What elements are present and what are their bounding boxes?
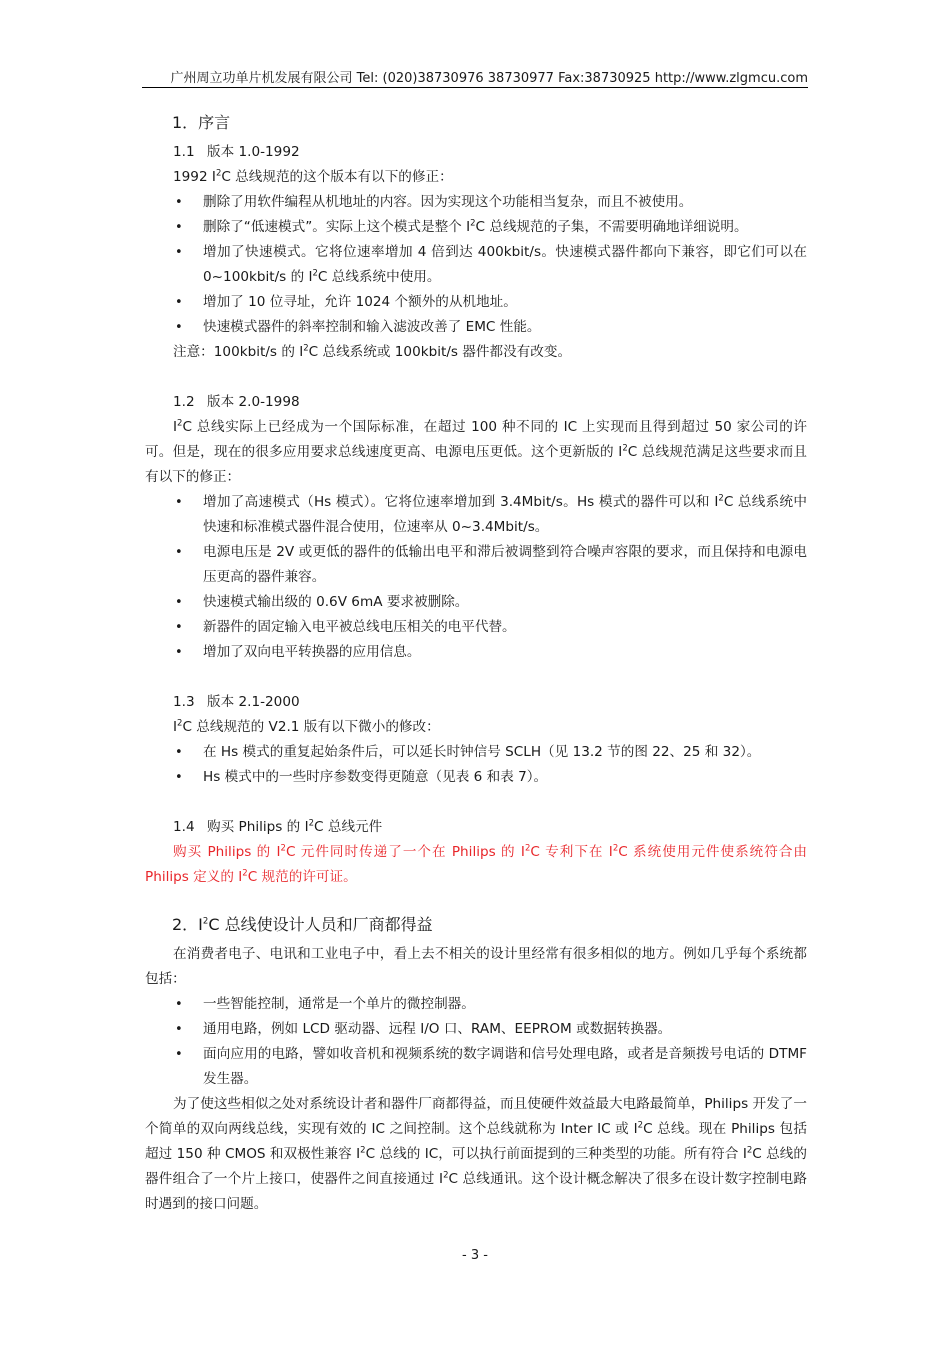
bullet-list [145, 490, 807, 665]
list-item: • 通用电路，例如 LCD 驱动器、远程 I/O 口、RAM、EEPROM 或数据转换器。 [145, 1017, 807, 1042]
list-item: • 在 Hs 模式的重复起始条件后，可以延长时钟信号 SCLH（见 13.2 节的图 22、25 和 32）。 [145, 740, 807, 765]
list-item: • 快速模式器件的斜率控制和输入滤波改善了 EMC 性能。 [145, 315, 807, 340]
license-notice: 购买 Philips 的 $I^2C$ 元件同时传递了一个在 Philips 的 $I^2C$ 专利下在 $I^2C$ 系统使用元件使系统符合由 Philips 定义的 $I^2C$ 规范的许可证。 [145, 843, 808, 885]
page-number: - 3 - [462, 1248, 488, 1263]
page-header: 广州周立功单片机发展有限公司 Tel: (020)38730976 38730977 Fax:38730925 http://www.zlgmcu.com [170, 71, 808, 86]
paragraph: $I^2C$ 总线规范的 V2.1 版有以下微小的修改： [173, 718, 440, 735]
paragraph: 1992 $I^2C$ 总线规范的这个版本有以下的修正： [173, 168, 453, 185]
list-item: • 增加了 10 位寻址，允许 1024 个额外的从机地址。 [145, 290, 807, 315]
bullet-list [145, 992, 807, 1092]
subsection-title: 购买 Philips 的 $I^2C$ 总线元件 [207, 818, 383, 835]
list-item: • 删除了用软件编程从机地址的内容。因为实现这个功能相当复杂，而且不被使用。 [145, 190, 807, 215]
list-item: • 增加了高速模式（Hs 模式）。它将位速率增加到 3.4Mbit/s。Hs 模式的器件可以和 $I^2C$ 总线系统中快速和标准模式器件混合使用，位速率从 0~3.4Mbit/s。 [145, 490, 807, 540]
bullet-list [145, 740, 807, 790]
paragraph: 为了使这些相似之处对系统设计者和器件厂商都得益，而且使硬件效益最大电路最简单，Philips 开发了一个简单的双向两线总线，实现有效的 IC 之间控制。这个总线就称为 Inter IC 或 $I^2C$ 总线。现在 Philips 包括超过 150 种 CMOS 和双极性兼容 $I^2C$ 总线的 IC，可以执行前面提到的三种类型的功能。所有符合 $I^2C$ 总线的器件组合了一个片上接口，使器件之间直接通过 $I^2C$ 总线通讯。这个设计概念解决了很多在设计数字控制电路时遇到的接口问题。 [145, 1096, 808, 1212]
subsection-1-2-heading [173, 390, 807, 415]
list-item: • 一些智能控制，通常是一个单片的微控制器。 [145, 992, 807, 1017]
list-item: • 新器件的固定输入电平被总线电压相关的电平代替。 [145, 615, 807, 640]
subsection-number: 1.1 [173, 144, 195, 160]
section-1-title: 1．序言 [172, 113, 231, 132]
header-rule [142, 87, 808, 88]
page-content [145, 112, 807, 1217]
list-item: • 电源电压是 2V 或更低的器件的低输出电平和滞后被调整到符合噪声容限的要求，而且保持和电源电压更高的器件兼容。 [145, 540, 807, 590]
subsection-title: 版本 2.1-2000 [207, 694, 300, 710]
list-item: • Hs 模式中的一些时序参数变得更随意（见表 6 和表 7）。 [145, 765, 807, 790]
subsection-number: 1.2 [173, 394, 195, 410]
subsection-number: 1.4 [173, 819, 195, 835]
list-item: • 增加了快速模式。它将位速率增加 4 倍到达 400kbit/s。快速模式器件都向下兼容，即它们可以在 0~100kbit/s 的 $I^2C$ 总线系统中使用。 [145, 240, 807, 290]
list-item: • 删除了“低速模式”。实际上这个模式是整个 $I^2C$ 总线规范的子集，不需要明确地详细说明。 [145, 215, 807, 240]
section-2-title: 2．$I^2C$ 总线使设计人员和厂商都得益 [172, 915, 433, 934]
subsection-1-1-heading [173, 140, 807, 165]
subsection-title: 版本 1.0-1992 [207, 144, 300, 160]
list-item: • 增加了双向电平转换器的应用信息。 [145, 640, 807, 665]
paragraph: $I^2C$ 总线实际上已经成为一个国际标准，在超过 100 种不同的 IC 上实现而且得到超过 50 家公司的许可。但是，现在的很多应用要求总线速度更高、电源电压更低。这个更新版的 $I^2C$ 总线规范满足这些要求而且有以下的修正： [145, 418, 808, 485]
paragraph: 在消费者电子、电讯和工业电子中，看上去不相关的设计里经常有很多相似的地方。例如几乎每个系统都包括： [145, 946, 807, 987]
subsection-1-3-heading [173, 690, 807, 715]
list-item: • 快速模式输出级的 0.6V 6mA 要求被删除。 [145, 590, 807, 615]
subsection-title: 版本 2.0-1998 [207, 394, 300, 410]
subsection-number: 1.3 [173, 694, 195, 710]
note: 注意：100kbit/s 的 $I^2C$ 总线系统或 100kbit/s 器件都没有改变。 [173, 343, 572, 360]
list-item: • 面向应用的电路，譬如收音机和视频系统的数字调谐和信号处理电路，或者是音频拨号电话的 DTMF 发生器。 [145, 1042, 807, 1092]
subsection-1-4-heading [173, 815, 807, 840]
bullet-list [145, 190, 807, 340]
